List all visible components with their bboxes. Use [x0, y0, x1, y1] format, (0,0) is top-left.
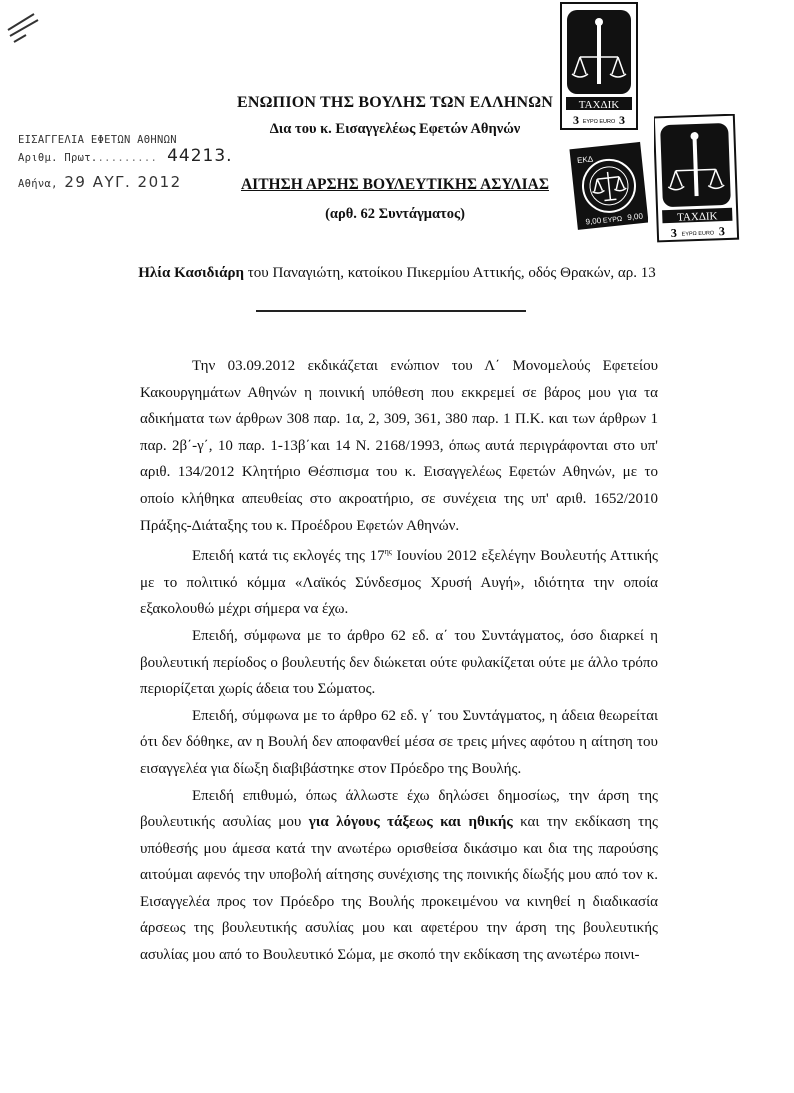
- stamp-3-value: 3: [670, 225, 678, 240]
- stamp-1-value: 3: [573, 113, 579, 127]
- applicant-details: του Παναγιώτη, κατοίκου Πικερμίου Αττικής, οδός Θρακών, αρ. 13: [244, 265, 656, 281]
- paragraph-5-emphasis: για λόγους τάξεως και ηθικής: [308, 814, 513, 831]
- paragraph-2-text: Επειδή κατά τις εκλογές της 17: [192, 548, 385, 565]
- stamp-1-currency: ΕΥΡΩ ΕURO: [582, 119, 616, 125]
- revenue-stamp-2: [568, 138, 648, 234]
- addressee-heading: ΕΝΩΠΙΟΝ ΤΗΣ ΒΟΥΛΗΣ ΤΩΝ ΕΛΛΗΝΩΝ: [237, 94, 553, 111]
- paragraph-5: [140, 783, 658, 969]
- svg-text:3: 3: [718, 224, 726, 239]
- stamp-1-label: ΤΑΧΔΙΚ: [578, 99, 620, 111]
- stamp-2-label: ΕΚΔ: [576, 154, 594, 166]
- date-label: Αθήνα,: [18, 178, 58, 190]
- registry-office: ΕΙΣΑΓΓΕΛΙΑ ΕΦΕΤΩΝ ΑΘΗΝΩΝ: [18, 134, 177, 146]
- svg-text:3: 3: [619, 113, 625, 127]
- revenue-stamp-3: [654, 114, 740, 244]
- paragraph-5-text: Επειδή επιθυμώ, όπως άλλωστε έχω δηλώσει δημοσίως, την άρση της βουλευτικής ασυλίας μου: [140, 787, 658, 831]
- protocol-label: Αριθμ. Πρωτ.: [18, 152, 98, 164]
- stamp-2-value: 9,00: [585, 215, 602, 227]
- paragraph-3: Επειδή, σύμφωνα με το άρθρο 62 εδ. α΄ του Συντάγματος, όσο διαρκεί η βουλευτική περίοδος ο βουλευτής δεν διώκεται ούτε φυλακίζεται ούτε με άλλο τρόπο περιορίζεται χωρίς άδεια του Σώματος.: [140, 627, 658, 698]
- ordinal-suffix: ης: [384, 547, 392, 557]
- protocol-number: 44213.: [167, 146, 233, 166]
- revenue-stamp-1: [560, 2, 638, 130]
- applicant-line: [0, 265, 794, 282]
- stamp-3-currency: ΕΥΡΩ ΕURO: [681, 230, 715, 238]
- svg-text:9,00: 9,00: [626, 211, 644, 223]
- document-body: [140, 353, 658, 969]
- paragraph-5-text-cont: και την εκδίκαση της υπόθεσής μου άμεσα κατά την ανωτέρω ορισθείσα δικάσιμο και δια της παρούσης αιτούμαι αφενός την υποβολή αίτησης συνέχισης της ποινικής δίωξής μου από τον κ. Εισαγγελέα προς τον Πρόεδρο της Βουλής προκειμένου να κινηθεί η διαδικασία άρσεως της βουλευτικής ασυλίας μου και αφετέρου την άρση της βουλευτικής ασυλίας μου από το Βουλευτικό Σώμα, με σκοπό την εκδίκαση της ανωτέρω ποινι-: [140, 814, 658, 964]
- paragraph-2: [140, 539, 658, 623]
- stamp-2-currency: ΕΥΡΩ: [602, 215, 623, 225]
- divider: [256, 310, 526, 312]
- document-subtitle: (αρθ. 62 Συντάγματος): [325, 206, 465, 222]
- handwritten-mark: [4, 8, 44, 48]
- via-heading: Δια του κ. Εισαγγελέως Εφετών Αθηνών: [269, 121, 521, 137]
- registry-stamp: ΕΙΣΑΓΓΕΛΙΑ ΕΦΕΤΩΝ ΑΘΗΝΩΝ Αριθμ. Πρωτ.......... 44213. Αθήνα, 29 ΑΥΓ. 2012: [18, 128, 233, 196]
- stamp-3-label: ΤΑΧΔΙΚ: [676, 210, 718, 224]
- document-title: ΑΙΤΗΣΗ ΑΡΣΗΣ ΒΟΥΛΕΥΤΙΚΗΣ ΑΣΥΛΙΑΣ: [240, 176, 549, 193]
- paragraph-1: Την 03.09.2012 εκδικάζεται ενώπιον του Λ΄ Μονομελούς Εφετείου Κακουργημάτων Αθηνών η ποινική υπόθεση που εκκρεμεί σε βάρος μου για τα αδικήματα των άρθρων 308 παρ. 1α, 2, 309, 361, 380 παρ. 1 Π.Κ. και των άρθρων 1 παρ. 2β΄-γ΄, 10 παρ. 1-13β΄και 14 Ν. 2168/1993, όπως αυτά περιγράφονται στο υπ' αριθ. 134/2012 Κλητήριο Θέσπισμα του κ. Εισαγγελέως Εφετών Αθηνών, με το οποίο κλήθηκα απευθείας στο ακροατήριο, σε συνέχεια της υπ' αριθ. 1652/2010 Πράξης-Διάταξης του κ. Προέδρου Εφετών Αθηνών.: [140, 358, 658, 534]
- paragraph-4: Επειδή, σύμφωνα με το άρθρο 62 εδ. γ΄ του Συντάγματος, η άδεια θεωρείται ότι δεν δόθηκε, αν η Βουλή δεν αποφανθεί μέσα σε τρεις μήνες αφότου η αίτηση του εισαγγελέα για δίωξη διαβιβάστηκε στον Πρόεδρο της Βουλής.: [140, 707, 658, 777]
- registry-date: 29 ΑΥΓ. 2012: [64, 173, 182, 191]
- paragraph-2-text-cont: Ιουνίου 2012 εξελέγην Βουλευτής Αττικής με το πολιτικό κόμμα «Λαϊκός Σύνδεσμος Χρυσή Αυγή», ιδιότητα την οποία εξακολουθώ μέχρι σήμερα να έχω.: [140, 548, 658, 618]
- applicant-name: Ηλία Κασιδιάρη: [138, 265, 244, 281]
